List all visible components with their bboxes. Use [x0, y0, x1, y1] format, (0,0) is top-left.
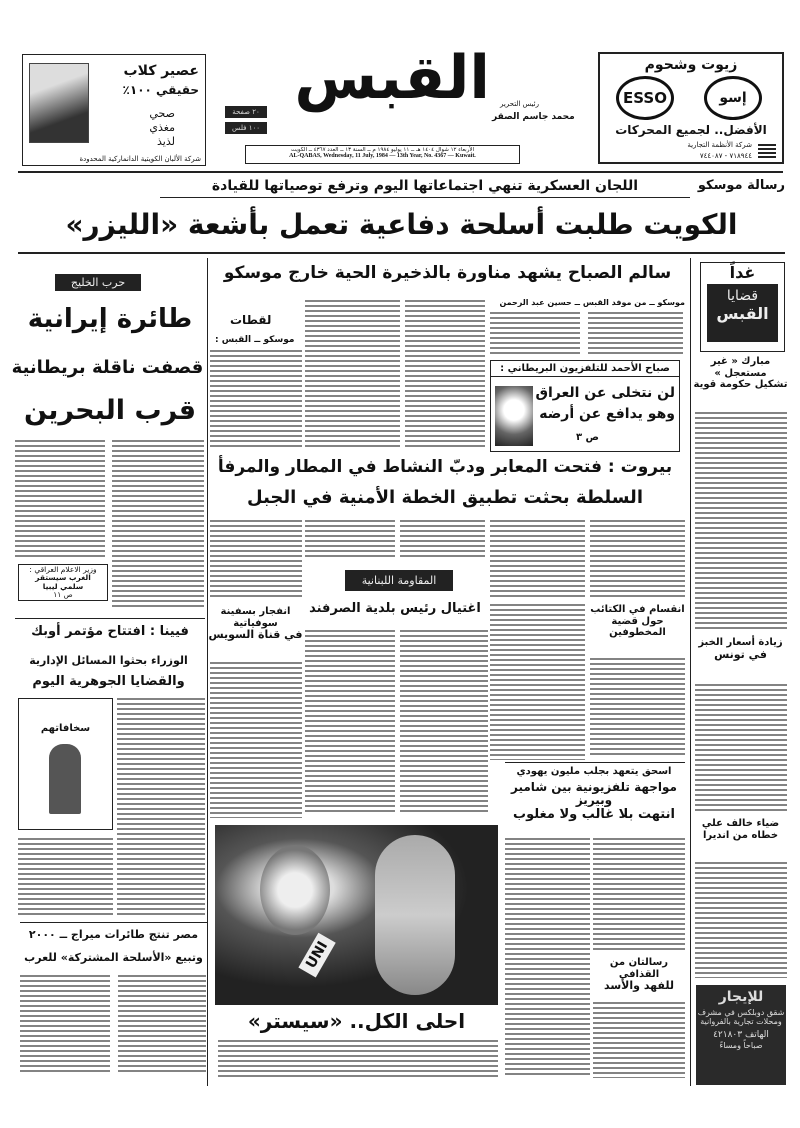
divider — [15, 618, 205, 619]
ad-line: ومحلات تجارية بالفروانية — [700, 1017, 782, 1027]
mubarak-headline-1: مبارك « غير مستعجل » — [710, 356, 771, 379]
quote-title: صباح الأحمد للتلفزيون البريطاني : — [491, 361, 679, 377]
iraq-info-box — [18, 564, 108, 601]
page-reference: ص ١١ — [53, 589, 73, 599]
section-tag-gulf-war: حرب الخليج — [55, 274, 141, 291]
gaddafi-headline-group — [593, 957, 685, 993]
beirut-headline-1: بيروت : فتحت المعابر ودبّ النشاط في المطار والمرفأ — [217, 457, 673, 477]
box-line: الغرب سيستقر — [35, 573, 91, 583]
article-body — [593, 838, 685, 953]
article-body — [210, 350, 302, 450]
divider — [18, 171, 783, 173]
article-body — [695, 684, 787, 812]
strap-headline: اللجان العسكرية تنهي اجتماعاتها اليوم وترفع توصياتها للقيادة — [160, 178, 690, 198]
photo-caption-headline: احلى الكل.. «سيستر» — [247, 1009, 466, 1033]
article-body — [590, 658, 685, 758]
price-pages: ٢٠ صفحة — [225, 106, 267, 118]
tomorrow-promo-box — [700, 262, 785, 352]
date-arabic: الأربعاء ١٢ شوال ١٤٠٤ هـ ــ ١١ يوليو ١٩٨٤ م ــ السنة ١٣ ــ العدد ٤٣٦٧ ــ الكويت — [290, 147, 475, 153]
article-body — [118, 975, 206, 1075]
esso-logo: ESSO — [616, 76, 674, 120]
bread-headline-1: زيادة أسعار الخبز — [698, 637, 783, 648]
bread-headline-group — [693, 637, 788, 661]
ad-company: شركة الأنظمة التجارية — [687, 141, 752, 149]
israel-headline-group — [500, 766, 688, 823]
article-body — [588, 312, 683, 357]
quote-box — [490, 360, 680, 452]
price-box — [225, 106, 267, 134]
opec-headline-2: والقضايا الجوهرية اليوم — [32, 674, 185, 689]
kataeb-headline-2: حول قضية المخطوفين — [609, 615, 666, 638]
ad-title: زيوت وشحوم — [644, 57, 738, 73]
second-woman-figure — [375, 835, 455, 995]
box-title: وزير الاعلام العراقي : — [29, 565, 97, 574]
lead-dateline: موسكو ــ من موفد القبس ــ حسين عبد الرحمن — [499, 298, 685, 307]
mubarak-headline-2: تشكيل حكومة قوية — [693, 379, 788, 390]
gulf-headline-3: قرب البحرين — [23, 395, 197, 426]
lead-subheadline: سالم الصباح يشهد مناورة بالذخيرة الحية خارج موسكو — [223, 263, 672, 283]
price-fils: ١٠٠ فلس — [225, 122, 267, 134]
promo-top: غداً — [729, 263, 756, 282]
box-line: سلمي ليبيا — [42, 581, 84, 591]
gaddafi-headline-1: رسالتان من القذافي — [609, 957, 669, 980]
masthead-logo: القبس — [294, 43, 490, 113]
company-logo-icon — [758, 144, 776, 158]
ad-title: للإيجار — [718, 989, 764, 1005]
opec-kicker: فيينا : افتتاح مؤتمر أوبك — [31, 624, 189, 639]
date-strip — [245, 145, 520, 164]
photo-caption-body — [218, 1040, 498, 1080]
photo-sash: UNI — [298, 933, 335, 978]
cartoon-title: سخافاتهم — [40, 723, 91, 734]
esso-arabic-logo: إسو — [704, 76, 762, 120]
section-tag-resistance: المقاومة اللبنانية — [345, 570, 453, 591]
gulf-headline-2: قصفت ناقلة بريطانية — [11, 357, 204, 378]
editor-name: محمد جاسم الصقر — [492, 112, 575, 122]
column-rule — [207, 258, 208, 1086]
promo-mid: قضايا — [726, 288, 759, 304]
quote-line: لن نتخلى عن العراق — [535, 385, 675, 401]
ad-text: لذيذ — [157, 135, 175, 148]
article-body — [695, 862, 787, 978]
ad-phone: ٧١٨٩٤٤ - ٧٤٤٠٨٧ — [699, 152, 752, 160]
kataeb-headline-1: انقسام في الكتائب — [590, 604, 685, 615]
article-body — [20, 975, 110, 1075]
divider — [20, 922, 207, 923]
ad-text: مغذي — [149, 121, 175, 134]
snippets-dateline: موسكو ــ القبس : — [215, 335, 295, 345]
article-body — [490, 604, 585, 760]
date-english: AL-QABAS, Wednesday, 11 July, 1984 — 13th Year, No. 4367 — Kuwait. — [289, 153, 476, 159]
cartoon-figure-image — [49, 744, 81, 814]
divider — [505, 762, 685, 763]
suez-headline-1: انفجار بسفينة سوفياتية — [220, 606, 291, 629]
mubarak-headline-group — [693, 356, 788, 391]
article-body — [490, 312, 580, 357]
portrait-image — [495, 386, 533, 446]
article-body — [505, 838, 590, 1015]
ad-left-juice — [22, 54, 206, 166]
bread-headline-2: في تونس — [714, 647, 767, 661]
ad-text: حقيقي ١٠٠٪ — [122, 83, 199, 97]
ad-line: صباحاً ومساءً — [719, 1040, 763, 1050]
promo-logo: القبس — [716, 304, 769, 323]
beauty-queen-photo — [215, 825, 498, 1005]
article-body — [18, 838, 113, 918]
article-body — [400, 630, 488, 815]
editor-label: رئيس التحرير — [500, 100, 539, 108]
page-reference: ص ٣ — [575, 432, 599, 443]
ad-company: شركة الألبان الكويتية الدانماركية المحدودة — [79, 155, 201, 163]
rent-ad — [696, 985, 786, 1085]
suez-headline-group — [208, 606, 303, 642]
israel-headline-2: انتهت بلا غالب ولا مغلوب — [513, 807, 675, 823]
juice-carton-image — [29, 63, 89, 143]
israel-kicker: اسحق يتعهد بجلب مليون يهودي — [516, 766, 672, 777]
ad-phone: الهاتف ٤٢١٨٠٣ — [713, 1030, 769, 1041]
article-body — [590, 520, 685, 598]
article-body — [593, 1002, 685, 1078]
zia-headline-2: خطاه من انديرا — [702, 829, 779, 841]
article-body — [210, 520, 302, 600]
article-body — [305, 300, 400, 450]
egypt-headline-2: وتبيع «الأسلحة المشتركة» للعرب — [24, 951, 203, 964]
zia-headline-1: ضياء خالف علي — [701, 818, 780, 829]
ad-slogan: الأفضل.. لجميع المحركات — [615, 123, 767, 137]
crowned-woman-figure — [260, 845, 330, 935]
cartoon-box — [18, 698, 113, 830]
zia-headline-group — [693, 818, 788, 841]
ad-line: شقق دوبلكس في مشرف — [697, 1008, 785, 1018]
article-body — [305, 520, 395, 560]
kataeb-headline-group — [590, 604, 685, 639]
opec-headline-1: الوزراء بحثوا المسائل الإدارية — [29, 654, 188, 667]
article-body — [400, 520, 485, 560]
article-body — [695, 412, 787, 632]
article-body — [15, 440, 105, 560]
resistance-headline: اغتيال رئيس بلدية الصرفند — [309, 601, 481, 616]
ad-text: صحي — [149, 107, 175, 120]
gaddafi-headline-2: للفهد والأسد — [604, 979, 674, 992]
strap-kicker: رسالة موسكو — [697, 178, 785, 193]
quote-line: وهو يدافع عن أرضه — [539, 406, 675, 422]
promo-dark-panel — [707, 284, 778, 342]
column-rule — [690, 258, 691, 1086]
snippets-label: لقطات — [230, 313, 272, 327]
suez-headline-2: في قناة السويس — [208, 628, 303, 641]
divider — [18, 252, 785, 254]
article-body — [112, 440, 204, 610]
ad-text: عصير كلاب — [123, 63, 199, 79]
lead-headline: الكويت طلبت أسلحة دفاعية تعمل بأشعة «الليزر» — [65, 208, 738, 241]
gulf-headline-1: طائرة إيرانية — [27, 304, 193, 334]
israel-headline-1: مواجهة تلفزيونية بين شامير وبيريز — [511, 779, 677, 808]
egypt-headline-1: مصر تنتج طائرات ميراج ــ ٢٠٠٠ — [28, 928, 199, 941]
article-body — [505, 1018, 590, 1078]
ad-right-esso — [598, 52, 784, 164]
article-body — [405, 300, 485, 450]
article-body — [210, 662, 302, 818]
article-body — [305, 630, 395, 815]
article-body — [490, 520, 585, 600]
article-body — [117, 698, 205, 918]
beirut-headline-2: السلطة بحثت تطبيق الخطة الأمنية في الجبل — [247, 487, 643, 508]
